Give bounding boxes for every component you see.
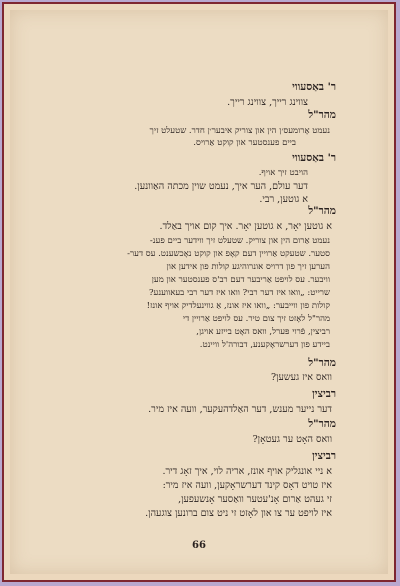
stage-direction: הויבט זיך אויף. (258, 168, 308, 178)
dialogue-line: דער עולם, הער איך, נעמט שוין מכתה האַוונען. (134, 181, 308, 192)
speaker-name: ר' באַסעווי (292, 152, 336, 164)
page-text (10, 10, 388, 574)
dialogue-line: איז לויפט ער צו און לאָזט זי ניט צום ברונען צוגעהן. (145, 508, 332, 519)
speaker-name: רביצין (312, 388, 336, 400)
speaker-name: מהר"ל (308, 357, 336, 369)
stage-direction: נעמט אַרום הין און צוריק. שטעלט זיך ווידער ביים פענ- (149, 236, 330, 246)
dialogue-line: איז טויט דאָס קינד דערשראָקען, וועה איז מיר: (162, 480, 332, 491)
dialogue-line: א גוטען יאָר, א גוטען יאָר. איך קום אויך באַלד. (159, 221, 332, 232)
stage-direction: סטער. שטעקט אַרויין דעם קאָפ און קוקט נאָכשענט. עס דער- (127, 249, 330, 259)
speaker-name: מהר"ל (308, 109, 336, 121)
stage-direction: שרייט: „וואו איז דער רבי? וואו איז דער רבי בעאווענע? (148, 288, 330, 298)
dialogue-line: דער נייער מענש, דער האַלדהעקער, וועה איז מיר. (148, 404, 332, 415)
speaker-name: ר' באַסעווי (292, 81, 336, 93)
dialogue-line: צווינג רייך, צווינג רייך. (227, 97, 308, 108)
speaker-name: רביצין (312, 450, 336, 462)
dialogue-line: וואס איז געשען? (271, 372, 332, 383)
speaker-name: מהר"ל (308, 205, 336, 217)
stage-direction: הערען זיך פון דרויס אונרוהיגע קולות פון אידען און (166, 262, 330, 272)
dialogue-line: וואס האָט ער געטאָן? (252, 434, 332, 445)
stage-direction: וויבער. עס לויפט אַריבער דעם רב'ס פענסטער און מען (151, 275, 330, 285)
dialogue-line: זי געהט אַרום אָנ'עטער וואַסער אָנשעפען, (178, 494, 332, 505)
dialogue-line: א גוטען, רבי. (259, 194, 308, 205)
dialogue-line: א ניי אונגליק אויף אונז, אריה לוי, איך זאָג דיר. (162, 466, 332, 477)
stage-direction: מהר"ל לאָזט זיך צום טיר. עס לויפט אַרויין די (182, 314, 330, 324)
stage-direction: ביים פענסטער און קוקט אַרויס. (193, 138, 296, 148)
speaker-name: מהר"ל (308, 418, 336, 430)
document-page (10, 10, 388, 574)
stage-direction: קולות פון ווייבער: „וואו איז אונז, אַ גווינעלדיק אויף אונז! (146, 301, 330, 311)
page-frame (2, 2, 396, 582)
stage-direction: נעמט אָרומעס׳ן הין און צוריק איבער׳ן חדר. שטעלט זיך (149, 126, 330, 136)
page-number: 66 (192, 540, 206, 551)
stage-direction: רביצין, פֿרוי פּערל, וואס האָט בייזע אויגן, (196, 327, 330, 337)
stage-direction: ביידע פון דערשראָקענע, דבורה'ל וויינט. (199, 340, 330, 350)
